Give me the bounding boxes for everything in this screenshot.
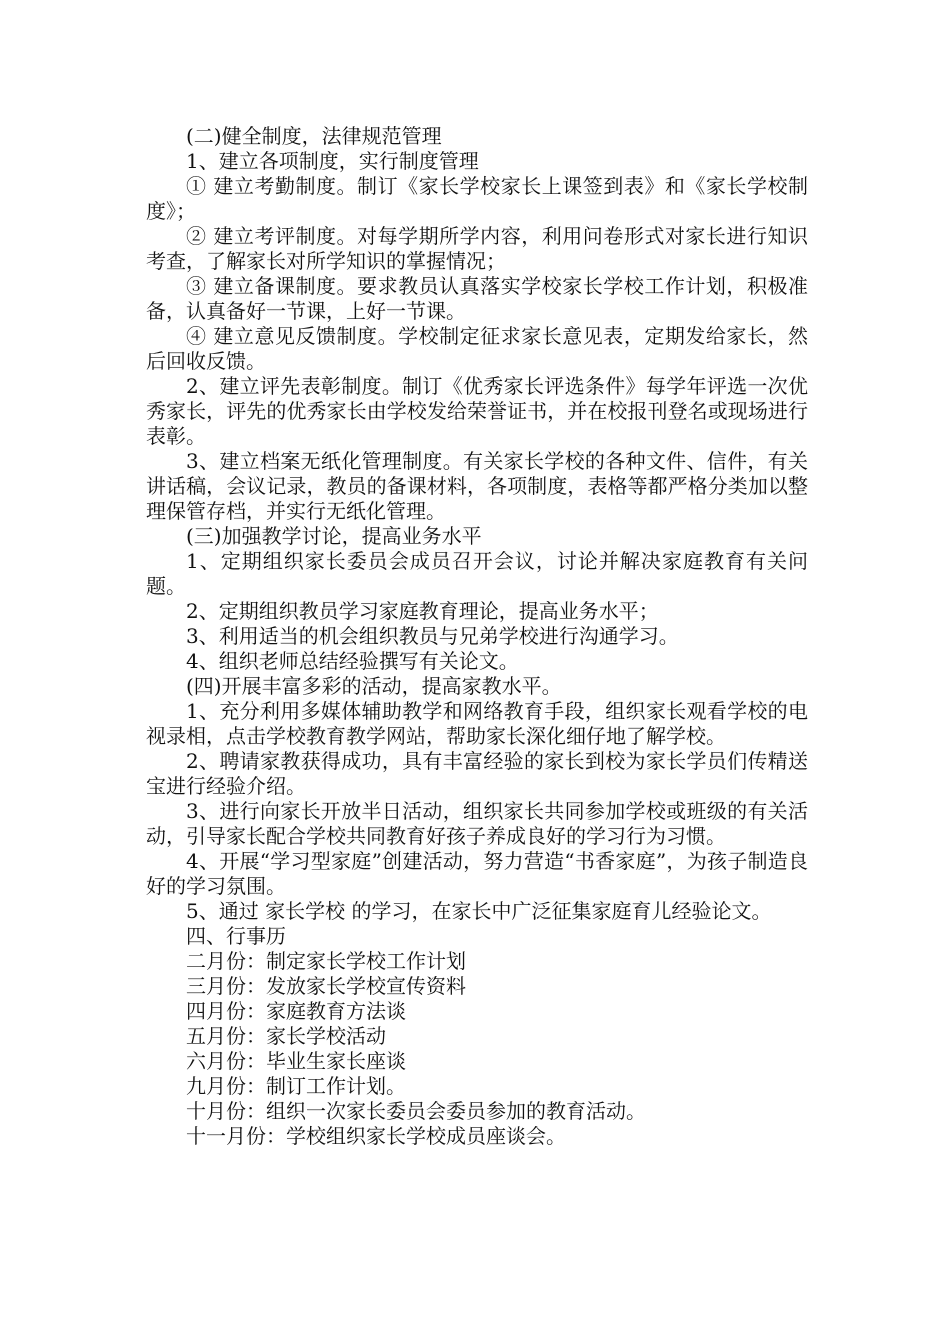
item-attendance-system: ① 建立考勤制度。制订《家长学校家长上课签到表》和《家长学校制度》； [146,174,808,223]
item-school-exchange: 3、利用适当的机会组织教员与兄弟学校进行沟通学习。 [186,624,679,648]
item-multimedia: 1、充分利用多媒体辅助教学和网络教育手段，组织家长观看学校的电视录相，点击学校教育教学网站，帮助家长深化细仔地了解学校。 [146,699,808,748]
item-archive-system: 3、建立档案无纸化管理制度。有关家长学校的各种文件、信件，有关讲话稿，会议记录，教员的备课材料，各项制度，表格等都严格分类加以整理保管存档，并实行无纸化管理。 [146,449,808,523]
calendar-september: 九月份：制订工作计划。 [186,1074,406,1098]
item-learning-family: 4、开展“学习型家庭”创建活动，努力营造“书香家庭”，为孩子制造良好的学习氛围。 [146,849,808,898]
calendar-november: 十一月份：学校组织家长学校成员座谈会。 [186,1124,566,1148]
subheading-systems: 1、建立各项制度，实行制度管理 [186,149,479,173]
item-feedback-system: ④ 建立意见反馈制度。学校制定征求家长意见表，定期发给家长，然后回收反馈。 [146,324,808,373]
item-lesson-prep-system: ③ 建立备课制度。要求教员认真落实学校家长学校工作计划，积极准备，认真备好一节课，上好一节课。 [146,274,808,323]
calendar-february: 二月份：制定家长学校工作计划 [186,949,466,973]
section-heading-4: (四)开展丰富多彩的活动，提高家教水平。 [186,674,562,698]
calendar-march: 三月份：发放家长学校宣传资料 [186,974,466,998]
item-committee-meetings: 1、定期组织家长委员会成员召开会议，讨论并解决家庭教育有关问题。 [146,549,808,598]
calendar-october: 十月份：组织一次家长委员会委员参加的教育活动。 [186,1099,646,1123]
section-heading-2: (二)健全制度，法律规范管理 [186,124,442,148]
document-body [146,124,808,1149]
item-evaluation-system: ② 建立考评制度。对每学期所学内容，利用问卷形式对家长进行知识考查，了解家长对所学知识的掌握情况； [146,224,808,273]
item-open-day: 3、进行向家长开放半日活动，组织家长共同参加学校或班级的有关活动，引导家长配合学校共同教育好孩子养成良好的学习行为习惯。 [146,799,808,848]
calendar-may: 五月份：家长学校活动 [186,1024,386,1048]
calendar-april: 四月份：家庭教育方法谈 [186,999,406,1023]
item-essay-collection: 5、通过 家长学校 的学习，在家长中广泛征集家庭育儿经验论文。 [186,899,772,923]
item-staff-study: 2、定期组织教员学习家庭教育理论，提高业务水平； [186,599,659,623]
section-heading-calendar: 四、行事历 [186,924,286,948]
section-heading-3: (三)加强教学讨论，提高业务水平 [186,524,482,548]
item-write-papers: 4、组织老师总结经验撰写有关论文。 [186,649,519,673]
item-commendation-system: 2、建立评先表彰制度。制订《优秀家长评选条件》每学年评选一次优秀家长，评先的优秀家长由学校发给荣誉证书，并在校报刊登名或现场进行表彰。 [146,374,808,448]
item-experience-sharing: 2、聘请家教获得成功，具有丰富经验的家长到校为家长学员们传精送宝进行经验介绍。 [146,749,808,798]
calendar-june: 六月份：毕业生家长座谈 [186,1049,406,1073]
